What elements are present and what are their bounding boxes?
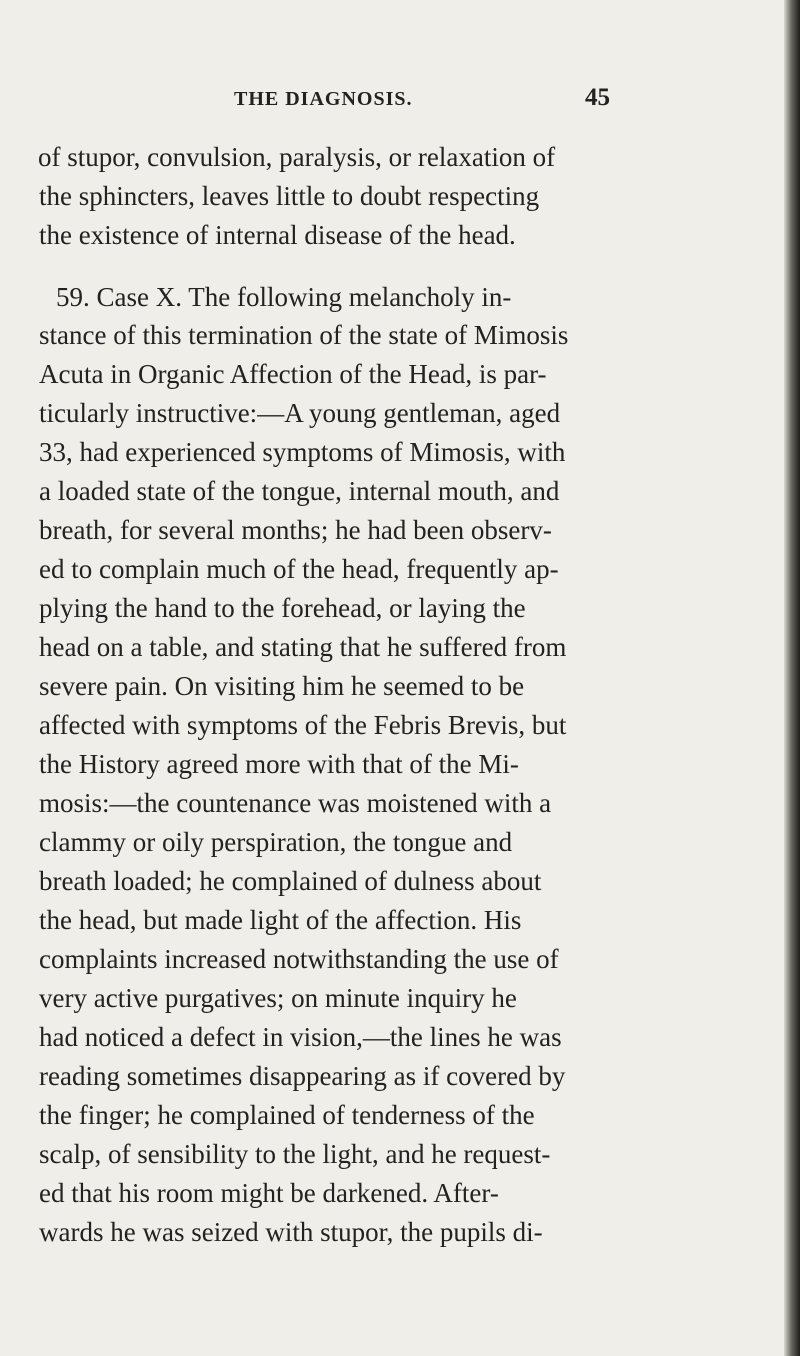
text-line: ed that his room might be darkened. After-: [39, 1178, 499, 1208]
text-line: the History agreed more with that of the Mi-: [39, 749, 519, 779]
text-line: of stupor, convulsion, paralysis, or relaxation of: [38, 142, 556, 172]
text-line: scalp, of sensibility to the light, and he request-: [39, 1139, 551, 1169]
text-line: severe pain. On visiting him he seemed to be: [39, 671, 525, 701]
text-line: reading sometimes disappearing as if covered by: [39, 1061, 566, 1091]
text-line: affected with symptoms of the Febris Brevis, but: [39, 710, 567, 740]
text-line: mosis:—the countenance was moistened with a: [39, 788, 552, 818]
text-line: the head, but made light of the affection. His: [39, 905, 522, 935]
text-line: 59. Case X. The following melancholy in-: [56, 282, 512, 312]
text-line: breath, for several months; he had been observ-: [39, 515, 552, 545]
text-line: head on a table, and stating that he suffered from: [39, 632, 567, 662]
text-line: the finger; he complained of tenderness of the: [39, 1100, 535, 1130]
text-line: had noticed a defect in vision,—the lines he was: [39, 1022, 562, 1052]
text-line: very active purgatives; on minute inquiry he: [39, 983, 517, 1013]
text-line: clammy or oily perspiration, the tongue and: [39, 827, 513, 857]
text-line: the existence of internal disease of the head.: [39, 220, 516, 250]
page-number: 45: [585, 84, 610, 111]
text-line: ticularly instructive:—A young gentleman, aged: [39, 398, 561, 428]
text-line: ed to complain much of the head, frequently ap-: [39, 554, 559, 584]
text-line: wards he was seized with stupor, the pupils di-: [39, 1217, 543, 1247]
text-line: complaints increased notwithstanding the use of: [39, 944, 559, 974]
text-line: 33, had experienced symptoms of Mimosis, with: [39, 437, 566, 467]
text-line: plying the hand to the forehead, or laying the: [39, 593, 526, 623]
page-edge-shadow: [784, 0, 800, 1356]
running-title: THE DIAGNOSIS.: [234, 88, 413, 110]
text-line: Acuta in Organic Affection of the Head, is par-: [39, 359, 547, 389]
text-line: stance of this termination of the state of Mimosis: [39, 320, 569, 350]
text-line: breath loaded; he complained of dulness about: [39, 866, 542, 896]
text-line: the sphincters, leaves little to doubt respecting: [39, 181, 540, 211]
text-line: a loaded state of the tongue, internal mouth, and: [39, 476, 560, 506]
